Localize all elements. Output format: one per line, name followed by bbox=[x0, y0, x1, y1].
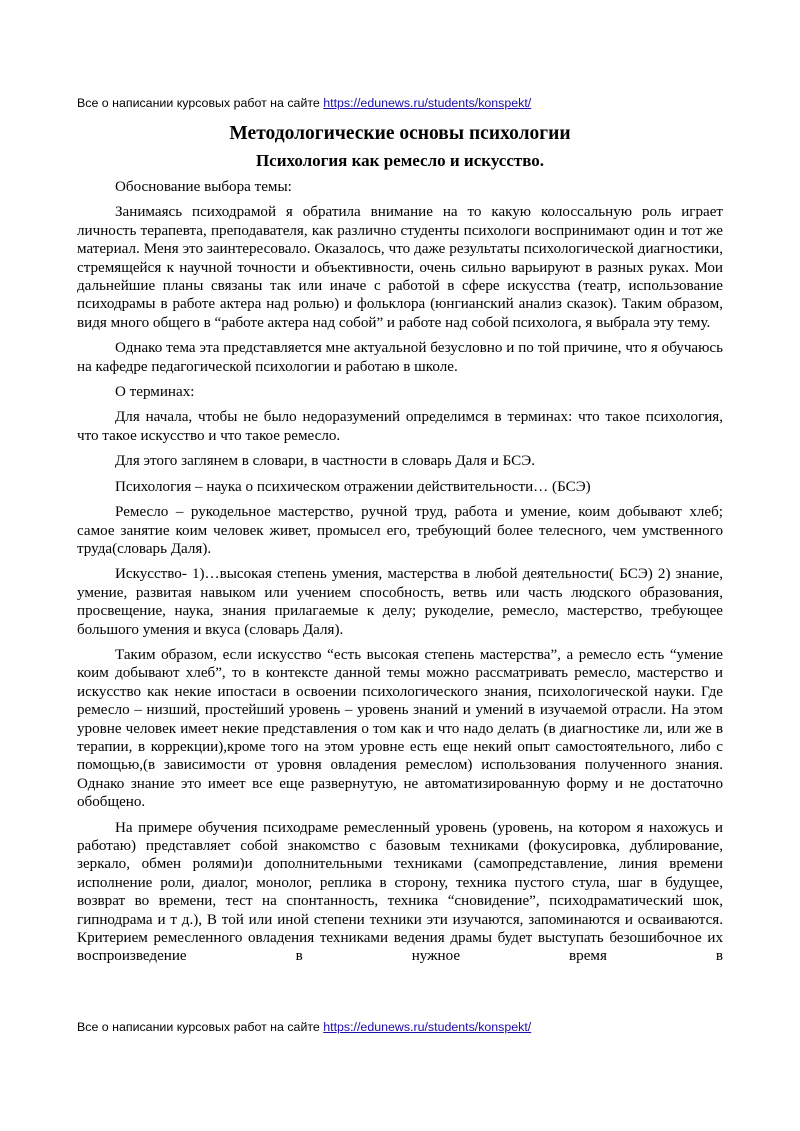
document-body bbox=[77, 122, 723, 966]
paragraph: Для начала, чтобы не было недоразумений определимся в терминах: что такое психология, что такое искусство и что такое ремесло. bbox=[77, 409, 723, 444]
paragraph: Занимаясь психодрамой я обратила внимание на то какую колоссальную роль играет личность терапевта, преподавателя, как различно студенты психологи воспринимают один и тот же материал. Меня это заинтересовало. Оказалось, что даже результаты психологической диагностики, стремящейся к научной точности и объективности, очень сильно варьируют в разных руках. Мои дальнейшие планы связаны так или иначе с работой в сфере искусства (театр, использование психодрамы в работе актера над ролью) и фольклора (юнгианский анализ сказок). Таким образом, видя много общего в “работе актера над собой” и работе над собой психолога, я выбрала эту тему. bbox=[77, 204, 723, 331]
header-text: Все о написании курсовых работ на сайте bbox=[77, 96, 324, 110]
paragraph: Психология – наука о психическом отражении действительности… (БСЭ) bbox=[115, 478, 591, 495]
footer-text: Все о написании курсовых работ на сайте bbox=[77, 1020, 324, 1034]
paragraph-terms-heading: О терминах: bbox=[115, 384, 195, 401]
paragraph: Для этого заглянем в словари, в частности в словарь Даля и БСЭ. bbox=[115, 453, 535, 470]
paragraph: Искусство- 1)…высокая степень умения, мастерства в любой деятельности( БСЭ) 2) знание, умение, развитая навыком или учением способность, ветвь или часть людского образования, просвещение, наука, знания прилагаемые к делу; рукоделие, ремесло, мастерство, требующее большого умения и вкуса (словарь Даля). bbox=[77, 566, 723, 638]
document-subtitle: Психология как ремесло и искусство. bbox=[255, 151, 545, 170]
page-footer bbox=[77, 1020, 737, 1034]
paragraph-topic-heading: Обоснование выбора темы: bbox=[115, 179, 292, 195]
paragraph: На примере обучения психодраме ремесленный уровень (уровень, на котором я нахожусь и работаю) представляет собой знакомство с базовым техниками (фокусировка, дублирование, зеркало, обмен ролями)и дополнительными техниками (самопредставление, линия времени исполнение роли, диалог, монолог, реплика в сторону, техника пустого стула, шаг в будущее, возврат во времени, тест на спонтанность, техника “сновидение”, психодраматический шок, гипнодрама и т д.), В той или иной степени техники эти изучаются, запоминаются и осваиваются. Критерием ремесленного овладения техниками ведения драмы будет выступать безошибочное их воспроизведение в нужное время в bbox=[77, 819, 723, 965]
paragraph: Однако тема эта представляется мне актуальной безусловно и по той причине, что я обучаюсь на кафедре педагогической психологии и работаю в школе. bbox=[77, 340, 723, 375]
paragraph: Таким образом, если искусство “есть высокая степень мастерства”, а ремесло есть “умение коим добывают хлеб”, то в контексте данной темы можно рассматривать ремесло, мастерство и искусство как некие ипостаси в освоении психологического знания, психологической науки. Где ремесло – низший, простейший уровень – уровень знаний и умений в изучаемой отрасли. На этом уровне человек имеет некие представления о том как и что надо делать (в диагностике ли, или же в терапии, в коррекции),кроме того на этом уровне есть еще некий опыт самостоятельного, либо с помощью,(в зависимости от уровня овладения ремеслом) использования полученного знания. Однако знание это имеет все еще развернутую, не автоматизированную форму и не достаточно обобщено. bbox=[77, 646, 723, 811]
paragraph: Ремесло – рукодельное мастерство, ручной труд, работа и умение, коим добывают хлеб; самое занятие коим человек живет, промысел его, требующий более телесного, чем умственного труда(словарь Даля). bbox=[77, 504, 723, 557]
header-link[interactable]: https://edunews.ru/students/konspekt/ bbox=[323, 96, 532, 110]
document-title: Методологические основы психологии bbox=[229, 123, 571, 144]
footer-link[interactable]: https://edunews.ru/students/konspekt/ bbox=[323, 1020, 532, 1034]
page-header bbox=[77, 96, 737, 110]
